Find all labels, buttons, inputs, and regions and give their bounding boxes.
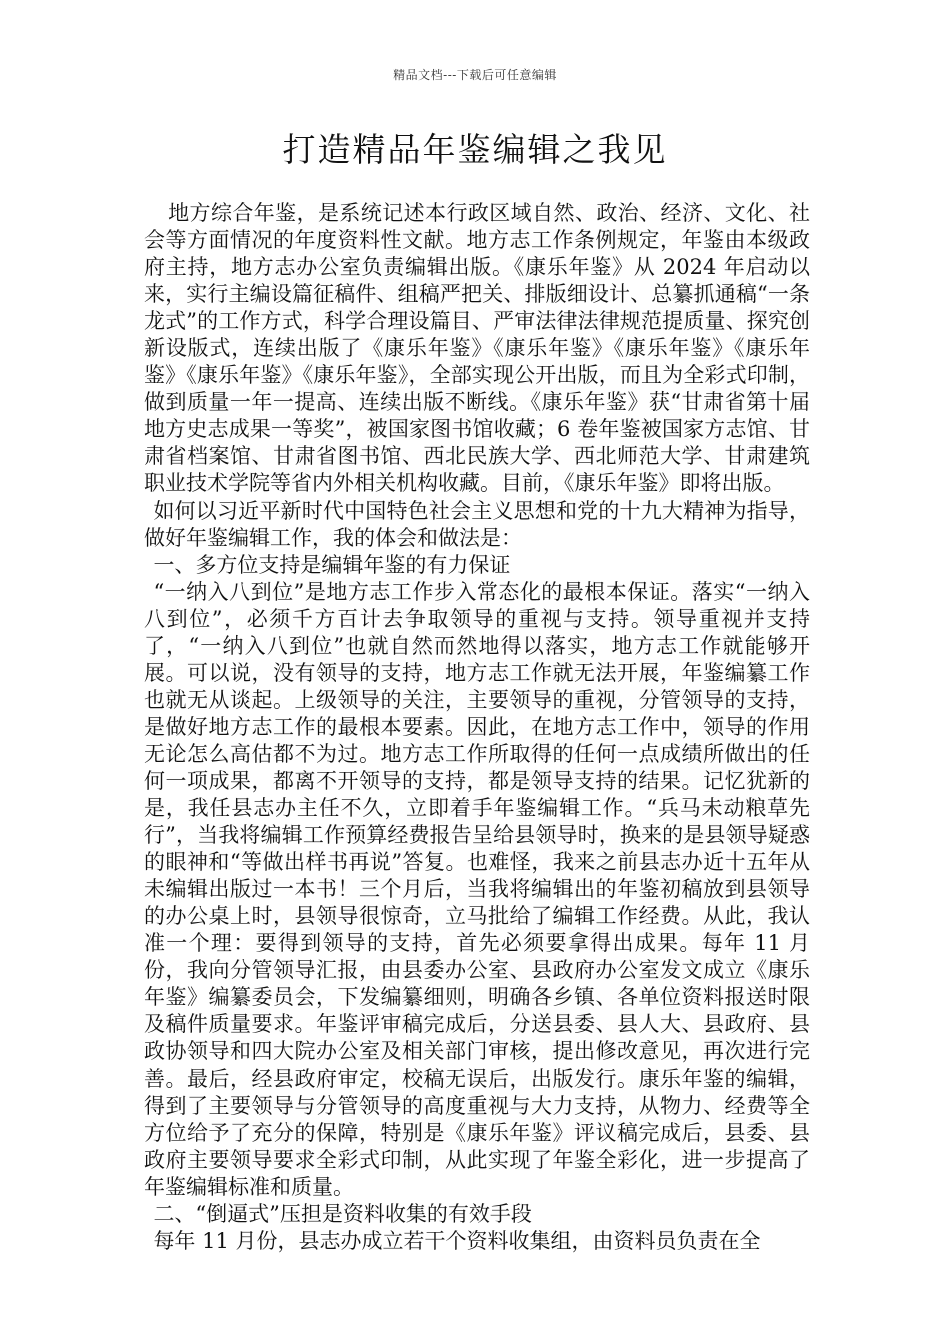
document-body (144, 200, 810, 1255)
section-heading-1: 一、多方位支持是编辑年鉴的有力保证 (153, 552, 511, 577)
section-heading-2: 二、“倒逼式”压担是资料收集的有效手段 (153, 1201, 532, 1226)
header-note: 精品文档---下载后可任意编辑 (393, 68, 557, 82)
document-title: 打造精品年鉴编辑之我见 (282, 130, 668, 169)
paragraph-section-2: 每年 11 月份，县志办成立若干个资料收集组，由资料员负责在全 (153, 1228, 761, 1253)
paragraph-intro: 地方综合年鉴，是系统记述本行政区域自然、政治、经济、文化、社会等方面情况的年度资料性文献。地方志工作条例规定，年鉴由本级政府主持，地方志办公室负责编辑出版。《康乐年鉴》从 2024 年启动以来，实行主编设篇征稿件、组稿严把关、排版细设计、总纂抓通稿“一条龙式”的工作方式，科学合理设篇目、严审法律法律规范提质量、探究创新设版式，连续出版了《康乐年鉴》《康乐年鉴》《康乐年鉴》《康乐年鉴》《康乐年鉴》《康乐年鉴》，全部实现公开出版，而且为全彩式印制，做到质量一年一提高、连续出版不断线。《康乐年鉴》获“甘肃省第十届地方史志成果一等奖”，被国家图书馆收藏；6 卷年鉴被国家方志馆、甘肃省档案馆、甘肃省图书馆、西北民族大学、西北师范大学、甘肃建筑职业技术学院等省内外相关机构收藏。目前，《康乐年鉴》即将出版。 (144, 201, 810, 496)
paragraph-question: 如何以习近平新时代中国特色社会主义思想和党的十九大精神为指导，做好年鉴编辑工作，我的体会和做法是： (144, 498, 810, 550)
paragraph-section-1: “一纳入八到位”是地方志工作步入常态化的最根本保证。落实“一纳入八到位”，必须千方百计去争取领导的重视与支持。领导重视并支持了，“一纳入八到位”也就自然而然地得以落实，地方志工作就能够开展。可以说，没有领导的支持，地方志工作就无法开展，年鉴编纂工作也就无从谈起。上级领导的关注，主要领导的重视，分管领导的支持，是做好地方志工作的最根本要素。因此，在地方志工作中，领导的作用无论怎么高估都不为过。地方志工作所取得的任何一点成绩所做出的任何一项成果，都离不开领导的支持，都是领导支持的结果。记忆犹新的是，我任县志办主任不久，立即着手年鉴编辑工作。“兵马未动粮草先行”，当我将编辑工作预算经费报告呈给县领导时，换来的是县领导疑惑的眼神和“等做出样书再说”答复。也难怪，我来之前县志办近十五年从未编辑出版过一本书！三个月后，当我将编辑出的年鉴初稿放到县领导的办公桌上时，县领导很惊奇，立马批给了编辑工作经费。从此，我认准一个理：要得到领导的支持，首先必须要拿得出成果。每年 11 月份，我向分管领导汇报，由县委办公室、县政府办公室发文成立《康乐年鉴》编纂委员会，下发编纂细则，明确各乡镇、各单位资料报送时限及稿件质量要求。年鉴评审稿完成后，分送县委、县人大、县政府、县政协领导和四大院办公室及相关部门审核，提出修改意见，再次进行完善。最后，经县政府审定，校稿无误后，出版发行。康乐年鉴的编辑，得到了主要领导与分管领导的高度重视与大力支持，从物力、经费等全方位给予了充分的保障，特别是《康乐年鉴》评议稿完成后，县委、县政府主要领导要求全彩式印制，从此实现了年鉴全彩化，进一步提高了年鉴编辑标准和质量。 (144, 579, 810, 1199)
